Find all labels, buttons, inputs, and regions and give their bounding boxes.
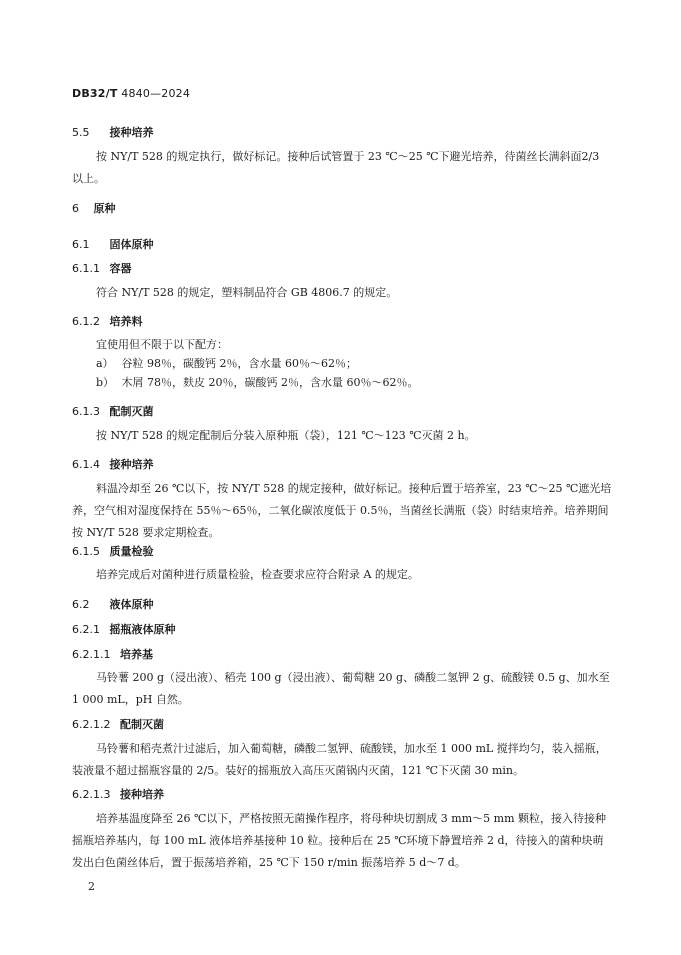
section-title: 摇瓶液体原种 [109, 623, 176, 636]
section-number: 5.5 [72, 126, 90, 139]
section-title: 接种培养 [109, 126, 154, 139]
standard-prefix: DB32/T [72, 87, 118, 100]
section-title: 容器 [109, 262, 132, 275]
section-heading-6-1 [72, 236, 154, 252]
section-number: 6.2 [72, 598, 90, 611]
section-text-6-2-1-1: 马铃薯 200 g（浸出液）、稻壳 100 g（浸出液）、葡萄糖 20 g、磷酸二氢钾 2 g、硫酸镁 0.5 g、加水至1 000 mL，pH 自然。 [72, 671, 610, 706]
section-title: 原种 [93, 202, 116, 215]
section-title: 配制灭菌 [109, 405, 154, 418]
section-number: 6.1.5 [72, 545, 100, 558]
section-heading-6-2 [72, 596, 154, 612]
list-item [96, 374, 418, 390]
list-item-text: 谷粒 98％，碳酸钙 2％，含水量 60％～62％； [121, 357, 357, 370]
section-text-6-2-1-2: 马铃薯和稻壳煮汁过滤后，加入葡萄糖，磷酸二氢钾、硫酸镁，加水至 1 000 mL 搅拌均匀，装入摇瓶，装液量不超过摇瓶容量的 2/5。装好的摇瓶放入高压灭菌锅内灭菌，121 ℃下灭菌 30 min。 [72, 742, 607, 777]
section-heading-6-2-1-2 [72, 716, 164, 732]
section-number: 6.1.1 [72, 262, 100, 275]
section-heading-6-2-1-3 [72, 786, 164, 802]
section-heading-6-1-4 [72, 456, 154, 472]
section-title: 接种培养 [119, 788, 164, 801]
section-number: 6.2.1.3 [72, 788, 111, 801]
section-title: 固体原种 [109, 238, 154, 251]
section-title: 接种培养 [109, 458, 154, 471]
section-text-5-5: 按 NY/T 528 的规定执行，做好标记。接种后试管置于 23 ℃～25 ℃下避光培养，待菌丝长满斜面2/3 以上。 [72, 150, 600, 185]
section-text-6-2-1-3: 培养基温度降至 26 ℃以下，严格按照无菌操作程序，将母种块切割成 3 mm～5 mm 颗粒，接入待接种摇瓶培养基内，每 100 mL 液体培养基接种 10 粒。接种后在 25 ℃环境下静置培养 2 d，待接入的菌种块萌发出白色菌丝体后，置于振荡培养箱，25 ℃下 150 r/min 振荡培养 5 d～7 d。 [72, 812, 606, 869]
section-title: 培养基 [119, 648, 153, 661]
section-text-6-1-3: 按 NY/T 528 的规定配制后分装入原种瓶（袋），121 ℃～123 ℃灭菌 2 h。 [96, 429, 476, 442]
section-number: 6.2.1.1 [72, 648, 111, 661]
section-title: 质量检验 [109, 545, 154, 558]
section-heading-6-1-5 [72, 543, 154, 559]
section-intro-6-1-2: 宜使用但不限于以下配方： [96, 338, 228, 351]
section-heading-6-2-1 [72, 621, 176, 637]
section-heading-6 [72, 200, 116, 216]
standard-number: 4840—2024 [121, 87, 191, 100]
section-heading-6-1-1 [72, 260, 132, 276]
section-heading-6-2-1-1 [72, 646, 153, 662]
section-number: 6.1.2 [72, 315, 100, 328]
section-title: 培养料 [109, 315, 143, 328]
standard-code [72, 87, 190, 100]
section-heading-5-5 [72, 124, 154, 140]
list-item-label: b） [96, 376, 115, 389]
section-text-6-1-5: 培养完成后对菌种进行质量检验，检查要求应符合附录 A 的规定。 [96, 568, 419, 581]
list-item-label: a） [96, 357, 114, 370]
section-text-6-1-4: 料温冷却至 26 ℃以下，按 NY/T 528 的规定接种，做好标记。接种后置于培养室，23 ℃～25 ℃遮光培养，空气相对湿度保持在 55％～65％，二氧化碳浓度低于 0.5％，当菌丝长满瓶（袋）时结束培养。培养期间按 NY/T 528 要求定期检查。 [72, 482, 612, 539]
section-heading-6-1-2 [72, 313, 143, 329]
section-number: 6.2.1.2 [72, 718, 111, 731]
section-title: 配制灭菌 [119, 718, 164, 731]
section-title: 液体原种 [109, 598, 154, 611]
list-item [96, 355, 357, 371]
section-number: 6 [72, 202, 79, 215]
page-number: 2 [88, 880, 95, 893]
list-item-text: 木屑 78％，麸皮 20％，碳酸钙 2％，含水量 60％～62％。 [121, 376, 419, 389]
section-text-6-1-1: 符合 NY/T 528 的规定，塑料制品符合 GB 4806.7 的规定。 [96, 286, 398, 299]
section-number: 6.1.4 [72, 458, 100, 471]
section-heading-6-1-3 [72, 403, 154, 419]
section-number: 6.1 [72, 238, 90, 251]
section-number: 6.1.3 [72, 405, 100, 418]
section-number: 6.2.1 [72, 623, 100, 636]
